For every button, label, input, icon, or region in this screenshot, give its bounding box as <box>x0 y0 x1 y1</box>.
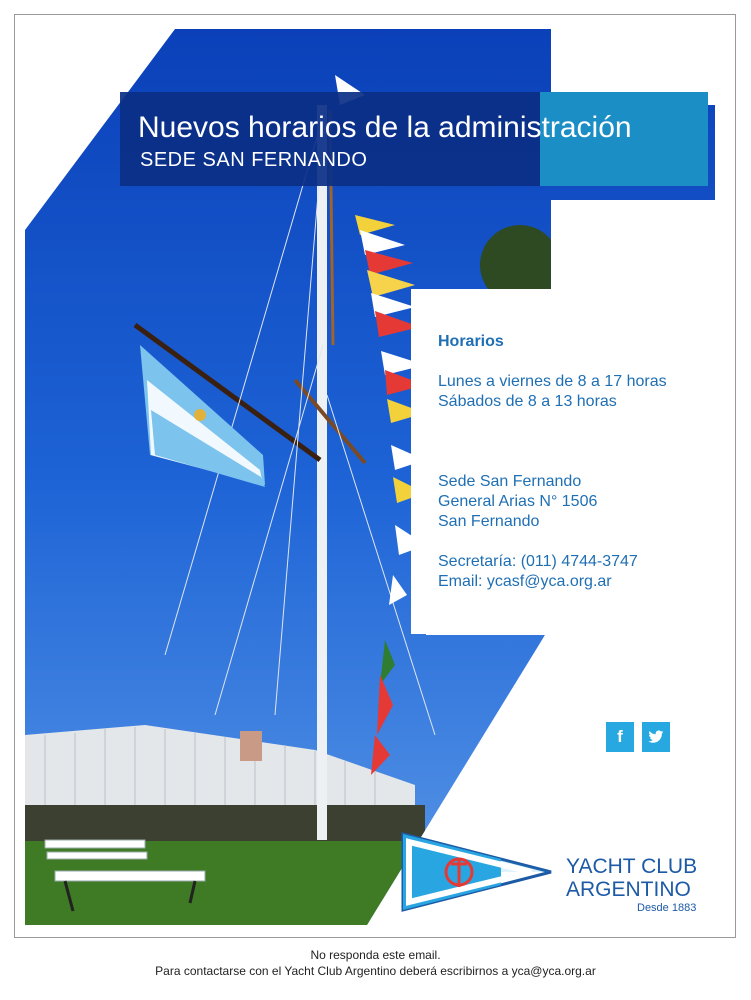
address-street: General Arias N° 1506 <box>438 493 598 510</box>
twitter-bird-icon <box>648 730 664 744</box>
logo-line2: ARGENTINO <box>566 878 691 901</box>
address-city: San Fernando <box>438 513 540 530</box>
yacht-club-burgee-logo <box>401 832 553 912</box>
logo-since: Desde 1883 <box>637 902 697 914</box>
schedule-heading: Horarios <box>438 333 504 350</box>
schedule-saturday: Sábados de 8 a 13 horas <box>438 393 617 410</box>
facebook-button[interactable] <box>606 722 634 752</box>
footer-no-reply: No responda este email. <box>310 948 441 962</box>
address-name: Sede San Fernando <box>438 473 582 490</box>
page-title: Nuevos horarios de la administración <box>138 111 632 144</box>
page-subtitle: SEDE SAN FERNANDO <box>140 149 368 171</box>
email-contact[interactable]: Email: ycasf@yca.org.ar <box>438 573 612 590</box>
facebook-icon: f <box>617 727 623 746</box>
footer-contact: Para contactarse con el Yacht Club Argentino deberá escribirnos a yca@yca.org.ar <box>155 964 596 978</box>
secretaria-phone: Secretaría: (011) 4744-3747 <box>438 553 638 570</box>
schedule-weekdays: Lunes a viernes de 8 a 17 horas <box>438 373 667 390</box>
twitter-button[interactable] <box>642 722 670 752</box>
logo-line1: YACHT CLUB <box>566 855 698 878</box>
